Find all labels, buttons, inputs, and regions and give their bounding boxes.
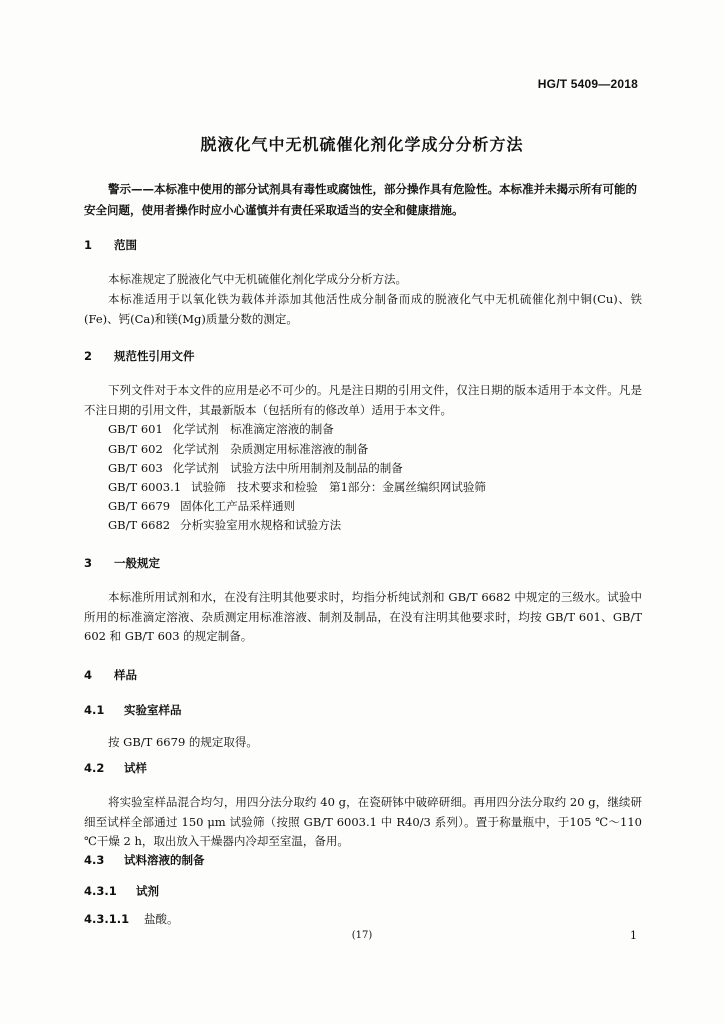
reference-title: 化学试剂 杂质测定用标准溶液的制备 <box>172 442 369 456</box>
reference-item <box>108 517 341 533</box>
warning-paragraph: 警示——本标准中使用的部分试剂具有毒性或腐蚀性，部分操作具有危险性。本标准并未揭示所有可能的安全问题，使用者操作时应小心谨慎并有责任采取适当的安全和健康措施。 <box>84 182 637 217</box>
section-title: 一般规定 <box>114 556 160 570</box>
standard-code: HG/T 5409—2018 <box>537 77 638 91</box>
reference-title: 分析实验室用水规格和试验方法 <box>180 518 342 532</box>
section-title: 规范性引用文件 <box>114 349 195 363</box>
section-title: 样品 <box>114 668 137 682</box>
section-3-paragraph-1: 本标准所用试剂和水，在没有注明其他要求时，均指分析纯试剂和 GB/T 6682 中规定的三级水。试验中所用的标准滴定溶液、杂质测定用标准溶液、制剂及制品，在没有注明其他要求时，均按 GB/T 601、GB/T 602 和 GB/T 603 的规定制备。 <box>84 590 642 643</box>
section-2-heading <box>84 348 195 364</box>
section-number: 3 <box>84 556 93 570</box>
section-title: 范围 <box>114 238 137 252</box>
section-title: 盐酸。 <box>144 912 179 926</box>
section-title: 试样 <box>124 761 147 775</box>
reference-code: GB/T 6679 <box>108 499 171 513</box>
reference-title: 试验筛 技术要求和检验 第1部分：金属丝编织网试验筛 <box>191 480 486 494</box>
reference-item <box>108 460 403 476</box>
reference-code: GB/T 6003.1 <box>108 480 182 494</box>
section-number: 1 <box>84 238 93 252</box>
page-number: 1 <box>630 929 637 942</box>
section-title: 试剂 <box>136 884 159 898</box>
section-number: 4.1 <box>84 703 105 717</box>
section-4-2-paragraph: 将实验室样品混合均匀，用四分法分取约 40 g，在瓷研钵中破碎研细。再用四分法分取约 20 g，继续研细至试样全部通过 150 μm 试验筛（按照 GB/T 6003.1 中 R40/3 系列）。置于称量瓶中，于105 ℃～110 ℃干燥 2 h，取出放入干燥器内冷却至室温，备用。 <box>84 795 642 848</box>
section-4-3-1-1-heading <box>84 911 179 927</box>
reference-code: GB/T 601 <box>108 422 163 436</box>
section-1-heading <box>84 237 137 253</box>
section-number: 4.3.1.1 <box>84 912 130 926</box>
section-number: 2 <box>84 349 93 363</box>
section-title: 试料溶液的制备 <box>124 853 205 867</box>
reference-item <box>108 498 295 514</box>
section-2-paragraph-1: 下列文件对于本文件的应用是必不可少的。凡是注日期的引用文件，仅注日期的版本适用于本文件。凡是不注日期的引用文件，其最新版本（包括所有的修改单）适用于本文件。 <box>84 383 642 417</box>
section-number: 4.2 <box>84 761 105 775</box>
footer-page-marker: (17) <box>351 930 373 941</box>
document-title: 脱液化气中无机硫催化剂化学成分分析方法 <box>200 135 524 154</box>
section-1-paragraph-2: 本标准适用于以氧化铁为载体并添加其他活性成分制备而成的脱液化气中无机硫催化剂中铜(Cu)、铁(Fe)、钙(Ca)和镁(Mg)质量分数的测定。 <box>84 292 642 326</box>
section-3-heading <box>84 555 160 571</box>
section-4-1-paragraph: 按 GB/T 6679 的规定取得。 <box>108 735 258 749</box>
reference-title: 固体化工产品采样通则 <box>180 499 296 513</box>
section-title: 实验室样品 <box>124 703 182 717</box>
reference-item <box>108 441 368 457</box>
section-1-paragraph-1: 本标准规定了脱液化气中无机硫催化剂化学成分分析方法。 <box>108 272 407 286</box>
reference-code: GB/T 603 <box>108 461 163 475</box>
reference-item <box>108 421 334 437</box>
section-number: 4.3 <box>84 853 105 867</box>
reference-code: GB/T 6682 <box>108 518 171 532</box>
section-4-2-heading <box>84 760 147 776</box>
section-4-1-heading <box>84 702 182 718</box>
section-4-3-heading <box>84 852 205 868</box>
section-number: 4.3.1 <box>84 884 117 898</box>
section-4-3-1-heading <box>84 883 159 899</box>
reference-title: 化学试剂 标准滴定溶液的制备 <box>172 422 334 436</box>
reference-title: 化学试剂 试验方法中所用制剂及制品的制备 <box>172 461 403 475</box>
reference-item <box>108 479 486 495</box>
section-number: 4 <box>84 668 93 682</box>
section-4-heading <box>84 667 137 683</box>
reference-code: GB/T 602 <box>108 442 163 456</box>
